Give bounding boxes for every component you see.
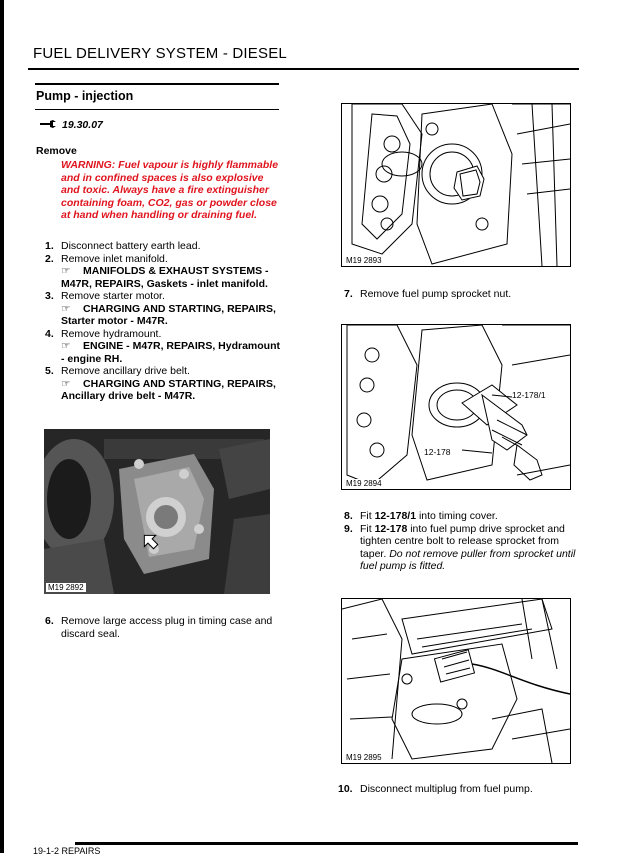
step-text: Disconnect multiplug from fuel pump.: [360, 783, 533, 795]
section-rule-bottom: [35, 109, 279, 110]
step-text: Remove hydramount.: [61, 327, 162, 340]
step-number: 6.: [45, 615, 54, 627]
section-title: Pump - injection: [36, 89, 134, 103]
wrench-icon: [40, 119, 56, 131]
pointing-hand-icon: ☞: [61, 265, 71, 277]
step-2: [36, 253, 286, 291]
cross-reference-text: CHARGING AND STARTING, REPAIRS, Starter motor - M47R.: [61, 302, 276, 327]
step-6-block: [36, 615, 286, 640]
step-number: 1.: [45, 240, 54, 252]
figure-sprocket-nut: [341, 103, 571, 267]
engine-photo: [44, 429, 270, 594]
tool-number: 12-178: [374, 522, 408, 535]
step-text: Remove inlet manifold.: [61, 252, 168, 265]
figure-label: M19 2893: [346, 256, 382, 265]
header-rule: [28, 68, 579, 70]
step-3: [36, 290, 286, 328]
step-10-block: [335, 783, 585, 796]
warning-text: WARNING: Fuel vapour is highly flammable and in confined spaces is also explosive and toxic. Always have a fire extinguisher containing foam, CO2, gas or powder close at hand when handling or draining fuel.: [61, 159, 279, 221]
step-text: Disconnect battery earth lead.: [61, 240, 201, 252]
tool-label-12-178-1: 12-178/1: [512, 390, 546, 400]
cross-reference-text: MANIFOLDS & EXHAUST SYSTEMS - M47R, REPAIRS, Gaskets - inlet manifold.: [61, 265, 269, 290]
step-5: [36, 365, 286, 403]
tool-label-12-178: 12-178: [424, 447, 451, 457]
figure-label: M19 2895: [346, 753, 382, 762]
step-1: [36, 240, 286, 253]
cross-reference[interactable]: [61, 303, 286, 328]
step-caution: Do not remove puller from sprocket until fuel pump is fitted.: [360, 547, 576, 572]
step-text-post: into timing cover.: [416, 510, 498, 522]
step-number: 5.: [45, 365, 54, 377]
step-7: [335, 288, 585, 301]
step-text: Remove starter motor.: [61, 290, 165, 302]
step-number: 10.: [338, 783, 353, 795]
step-number: 7.: [344, 288, 353, 300]
step-text-pre: Fit: [360, 510, 375, 522]
footer-rule: [75, 842, 578, 845]
remove-heading: Remove: [36, 145, 77, 157]
step-number: 3.: [45, 290, 54, 302]
cross-reference-text: ENGINE - M47R, REPAIRS, Hydramount - engine RH.: [61, 340, 280, 365]
step-7-block: [335, 288, 585, 301]
pointing-hand-icon: ☞: [61, 340, 71, 352]
tool-number: 12-178/1: [374, 510, 417, 522]
step-10: [335, 783, 585, 796]
step-8: [335, 510, 585, 523]
pointing-hand-icon: ☞: [61, 302, 71, 315]
figure-multiplug: [341, 598, 571, 764]
page-title: FUEL DELIVERY SYSTEM - DIESEL: [33, 45, 287, 62]
figure-label: M19 2894: [346, 479, 382, 488]
step-text: Remove large access plug in timing case and discard seal.: [61, 615, 273, 640]
step-text-post: into fuel pump drive sprocket and tighten centre bolt to release sprocket from taper.: [360, 522, 565, 560]
figure-sprocket-puller: [341, 324, 571, 490]
cross-reference[interactable]: [61, 340, 286, 365]
steps-8-9: [335, 510, 585, 573]
step-6: [36, 615, 286, 640]
step-text: Remove fuel pump sprocket nut.: [360, 288, 512, 300]
section-rule-top: [35, 83, 279, 85]
step-number: 4.: [45, 327, 54, 340]
pointing-hand-icon: ☞: [61, 377, 71, 390]
step-text-pre: Fit: [360, 522, 375, 535]
step-text: Remove ancillary drive belt.: [61, 365, 190, 377]
step-4: [36, 328, 286, 366]
page-binding-edge: [0, 0, 4, 853]
step-9: [335, 523, 585, 573]
cross-reference-text: CHARGING AND STARTING, REPAIRS, Ancillary drive belt - M47R.: [61, 377, 276, 402]
step-number: 8.: [344, 510, 353, 522]
step-number: 9.: [344, 522, 353, 535]
cross-reference[interactable]: [61, 378, 286, 403]
step-number: 2.: [45, 252, 54, 265]
figure-label: M19 2892: [48, 583, 84, 592]
page-footer: 19-1-2 REPAIRS: [33, 846, 101, 856]
steps-list-left: [36, 240, 286, 403]
operation-code: [40, 119, 103, 131]
operation-code-value: 19.30.07: [62, 119, 103, 131]
cross-reference[interactable]: [61, 265, 286, 290]
